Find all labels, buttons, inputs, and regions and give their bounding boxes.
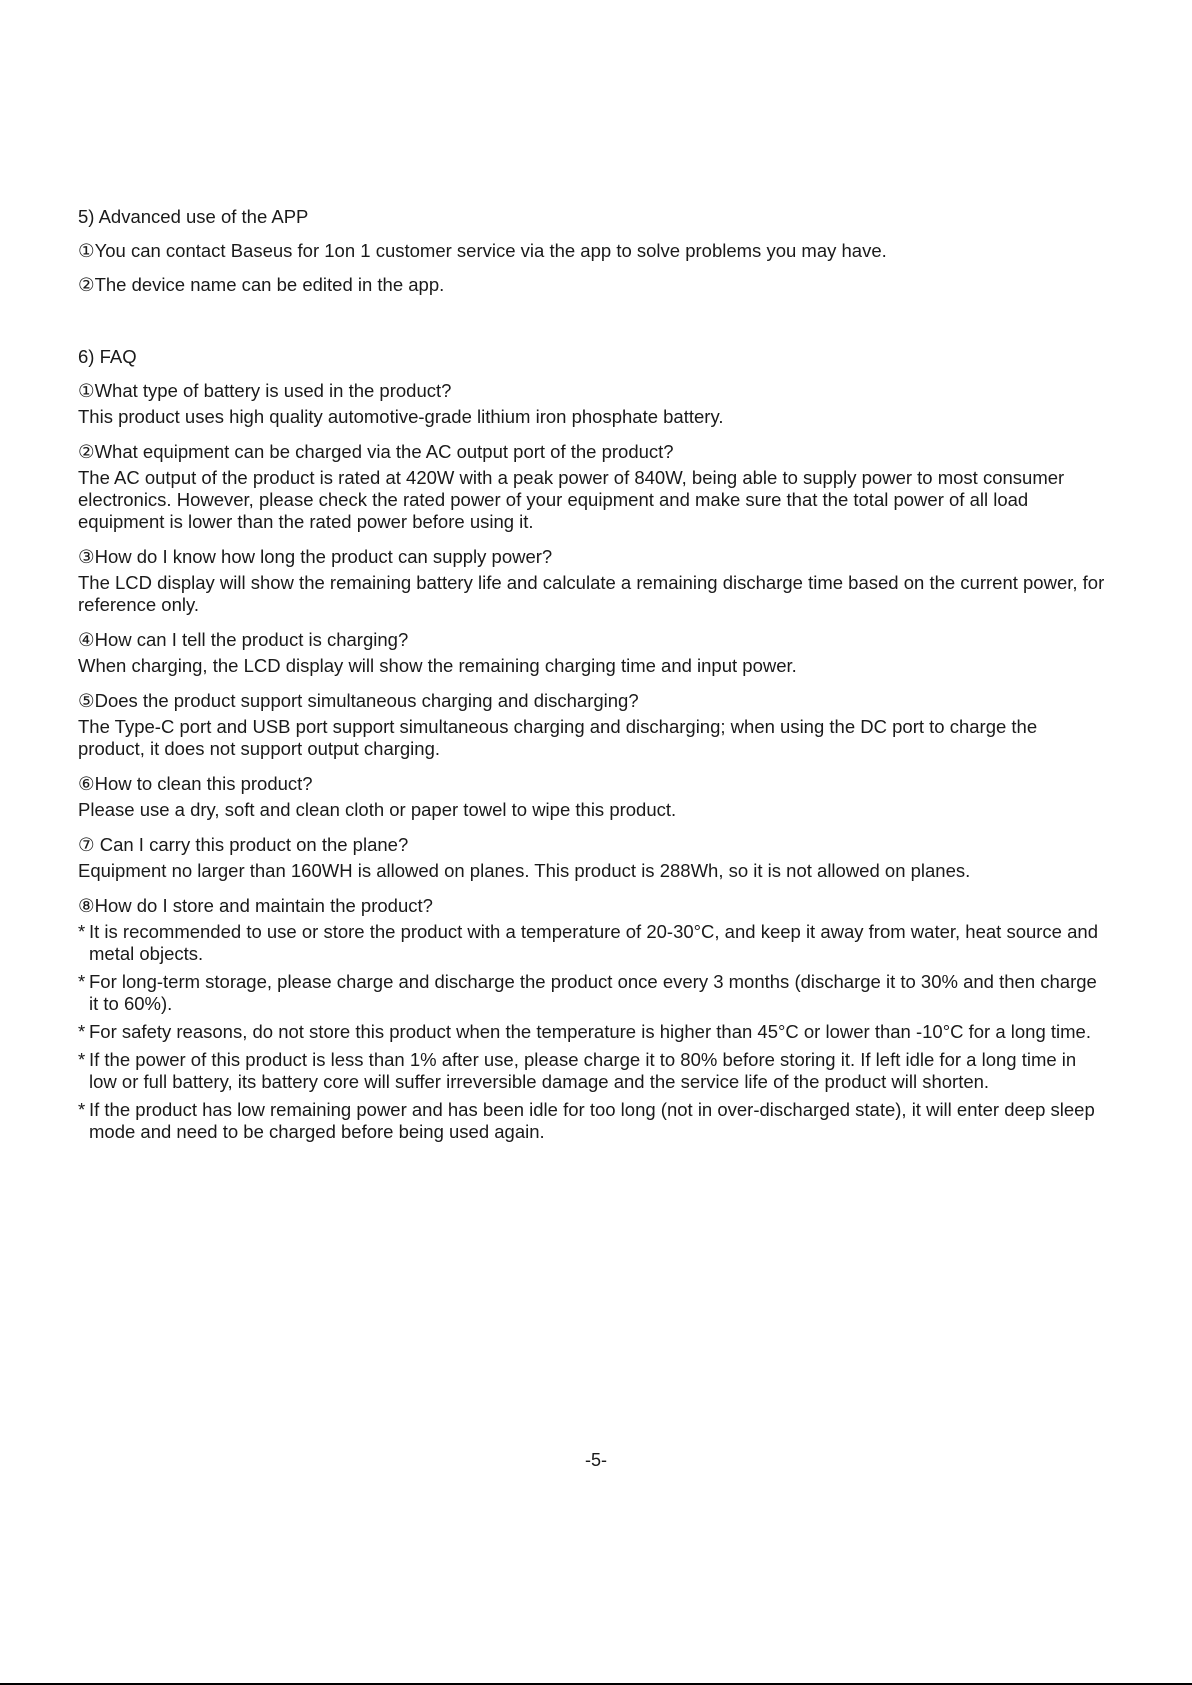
faq-section <box>78 346 1108 1143</box>
bullet-text: For long-term storage, please charge and discharge the product once every 3 months (discharge it to 30% and then charge it to 60%). <box>89 971 1097 1014</box>
page-number: -5- <box>585 1450 607 1470</box>
storage-bullet <box>78 1099 1108 1143</box>
app-section <box>78 206 1108 296</box>
bullet-marker: * <box>78 1099 86 1120</box>
faq-answer: Please use a dry, soft and clean cloth or paper towel to wipe this product. <box>78 799 677 820</box>
app-item: ①You can contact Baseus for 1on 1 customer service via the app to solve problems you may have. <box>78 240 887 261</box>
storage-bullet <box>78 1021 1108 1043</box>
faq-question: ④How can I tell the product is charging? <box>78 629 409 650</box>
app-item: ②The device name can be edited in the app. <box>78 274 445 295</box>
faq-question: ⑦ Can I carry this product on the plane? <box>78 834 409 855</box>
faq-question: ③How do I know how long the product can supply power? <box>78 546 553 567</box>
storage-bullet <box>78 1049 1108 1093</box>
faq-question: ⑧How do I store and maintain the product? <box>78 895 433 916</box>
faq-answer: The LCD display will show the remaining battery life and calculate a remaining discharge time based on the current power, for reference only. <box>78 572 1105 615</box>
faq-section-heading: 6) FAQ <box>78 346 137 367</box>
faq-answer: The AC output of the product is rated at 420W with a peak power of 840W, being able to supply power to most consumer electronics. However, please check the rated power of your equipment and make sure that the total power of all load equipment is lower than the rated power before using it. <box>78 467 1065 532</box>
bullet-text: For safety reasons, do not store this product when the temperature is higher than 45°C or lower than -10°C for a long time. <box>89 1021 1091 1042</box>
faq-question: ⑥How to clean this product? <box>78 773 313 794</box>
faq-answer: Equipment no larger than 160WH is allowed on planes. This product is 288Wh, so it is not allowed on planes. <box>78 860 971 881</box>
bullet-text: If the power of this product is less than 1% after use, please charge it to 80% before storing it. If left idle for a long time in low or full battery, its battery core will suffer irreversible damage and the service life of the product will shorten. <box>89 1049 1077 1092</box>
faq-item <box>78 834 1108 882</box>
storage-bullet-list <box>78 921 1108 1143</box>
bullet-marker: * <box>78 1049 86 1070</box>
faq-item <box>78 380 1108 428</box>
faq-question: ①What type of battery is used in the product? <box>78 380 452 401</box>
faq-item <box>78 690 1108 760</box>
faq-question: ⑤Does the product support simultaneous charging and discharging? <box>78 690 639 711</box>
faq-storage-item <box>78 895 1108 1143</box>
faq-item <box>78 629 1108 677</box>
faq-answer: When charging, the LCD display will show the remaining charging time and input power. <box>78 655 797 676</box>
faq-item <box>78 546 1108 616</box>
page-content <box>78 206 1108 1156</box>
bullet-text: If the product has low remaining power and has been idle for too long (not in over-discharged state), it will enter deep sleep mode and need to be charged before being used again. <box>89 1099 1095 1142</box>
faq-item <box>78 441 1108 533</box>
faq-question: ②What equipment can be charged via the AC output port of the product? <box>78 441 674 462</box>
storage-bullet <box>78 921 1108 965</box>
app-section-heading: 5) Advanced use of the APP <box>78 206 309 227</box>
bullet-marker: * <box>78 971 86 992</box>
faq-item <box>78 773 1108 821</box>
faq-answer: This product uses high quality automotive-grade lithium iron phosphate battery. <box>78 406 724 427</box>
bullet-text: It is recommended to use or store the product with a temperature of 20-30°C, and keep it away from water, heat source and metal objects. <box>89 921 1098 964</box>
storage-bullet <box>78 971 1108 1015</box>
bullet-marker: * <box>78 1021 86 1042</box>
bullet-marker: * <box>78 921 86 942</box>
faq-answer: The Type-C port and USB port support simultaneous charging and discharging; when using the DC port to charge the product, it does not support output charging. <box>78 716 1038 759</box>
